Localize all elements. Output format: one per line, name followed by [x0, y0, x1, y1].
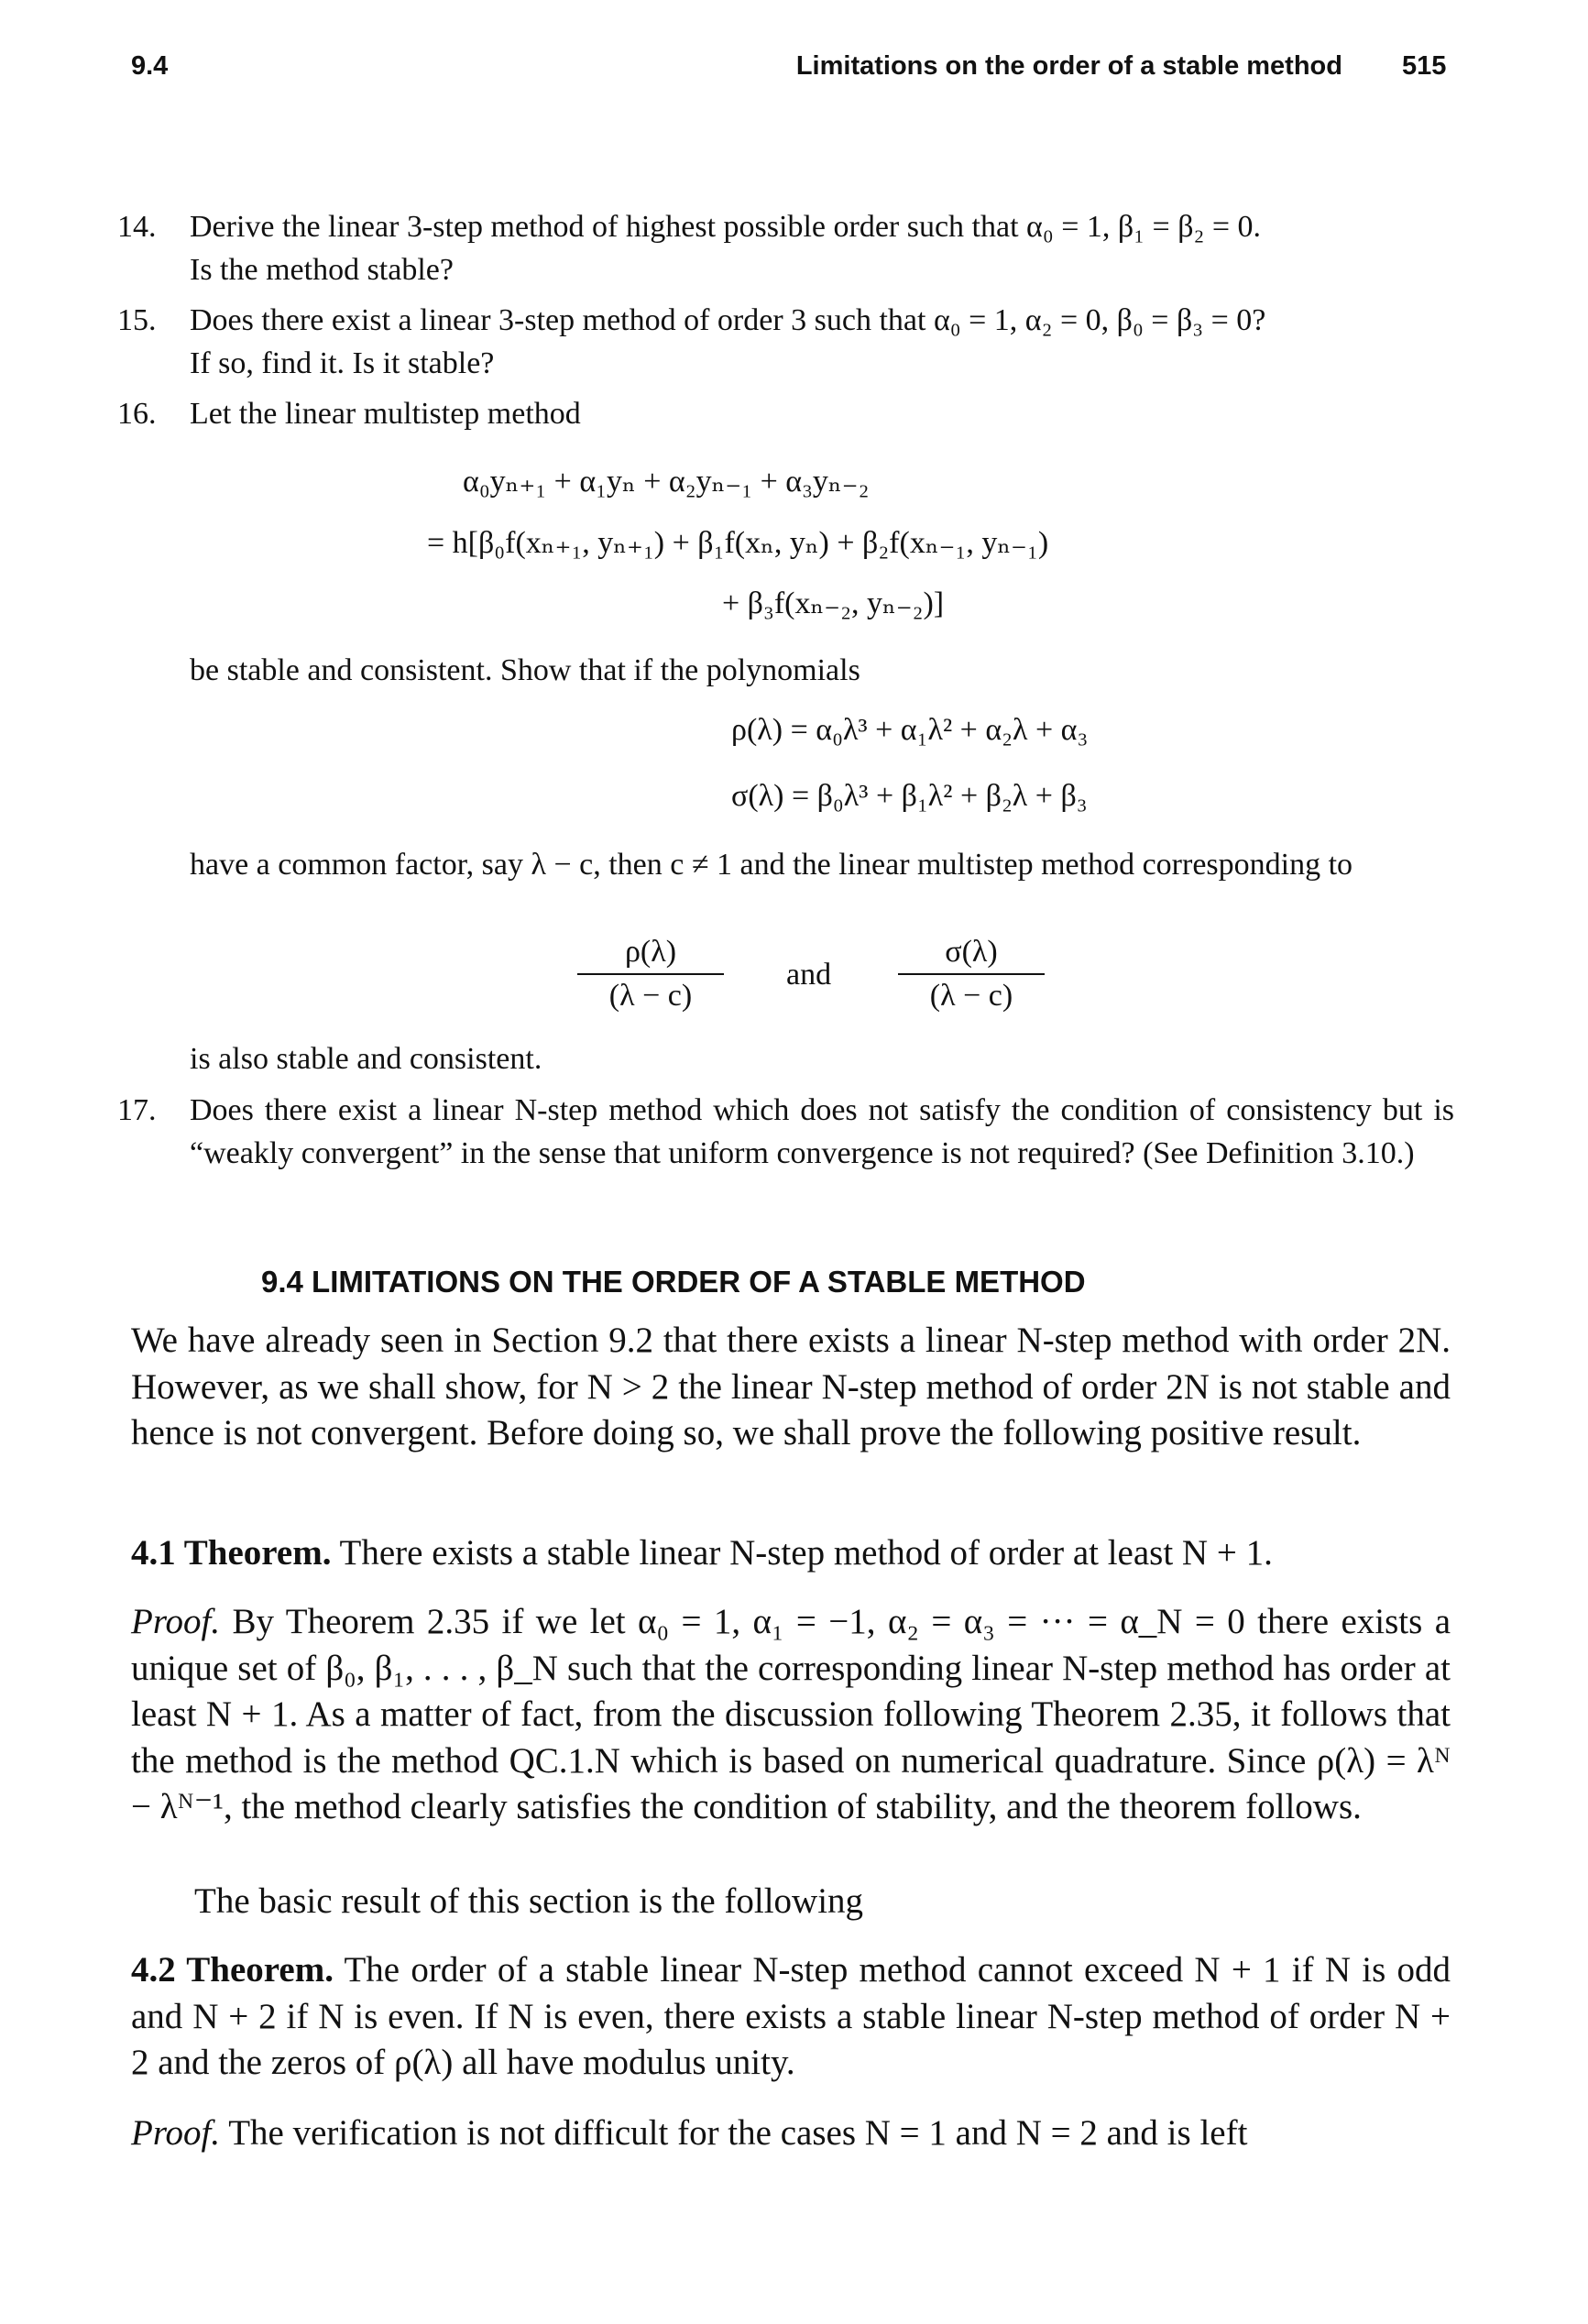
exercise-text: Is the method stable? [190, 253, 454, 287]
proof-text: The verification is not difficult for the cases N = 1 and N = 2 and is left [228, 2113, 1248, 2153]
page-number: 515 [1402, 51, 1447, 81]
section-number: 9.4 [131, 51, 169, 81]
fraction-denominator: (λ − c) [608, 979, 693, 1013]
proof-4-1 [131, 1599, 1451, 1831]
fraction-denominator: (λ − c) [929, 979, 1013, 1013]
running-title: Limitations on the order of a stable method [795, 51, 1342, 81]
section-intro: We have already seen in Section 9.2 that there exists a linear N-step method with order 2N. However, as we shall show, for N > 2 the linear N-step method of order 2N is not stable and hence is not convergent. Before doing so, we shall prove the following positive result. [131, 1321, 1451, 1452]
equation-line: α₀yₙ₊₁ + α₁yₙ + α₂yₙ₋₁ + α₃yₙ₋₂ [463, 465, 870, 499]
proof-text: By Theorem 2.35 if we let α₀ = 1, α₁ = −1, α₂ = α₃ = ··· = α_N = 0 there exists a unique set of β₀, β₁, . . . , β_N such that the corresponding linear N-step method has order at least N + 1. As a matter of fact, from the discussion following Theorem 2.35, it follows that the method is the method QC.1.N which is based on numerical quadrature. Since ρ(λ) = λᴺ − λᴺ⁻¹, the method clearly satisfies the condition of stability, and the theorem follows. [131, 1602, 1451, 1826]
fraction-numerator: σ(λ) [898, 935, 1045, 975]
exercise-number: 17. [117, 1093, 157, 1127]
rho-polynomial: ρ(λ) = α₀λ³ + α₁λ² + α₂λ + α₃ [731, 713, 1089, 747]
equation-line: = h[β₀f(xₙ₊₁, yₙ₊₁) + β₁f(xₙ, yₙ) + β₂f(xₙ₋₁, yₙ₋₁) [427, 526, 1049, 560]
exercise-text: If so, find it. Is it stable? [190, 346, 495, 380]
fraction-sigma [898, 935, 1045, 1014]
exercise-text: Derive the linear 3-step method of highest possible order such that α₀ = 1, β₁ = β₂ = 0. [190, 210, 1262, 244]
exercise-text: be stable and consistent. Show that if the polynomials [190, 653, 860, 687]
section-heading: 9.4 LIMITATIONS ON THE ORDER OF A STABLE METHOD [261, 1265, 1086, 1299]
and-word: and [786, 958, 832, 992]
proof-label: Proof. [131, 1602, 221, 1641]
exercise-text: Does there exist a linear N-step method which does not satisfy the condition of consistency but is “weakly convergent” in the sense that uniform convergence is not required? (See Definition 3.10.) [190, 1093, 1454, 1170]
equation-line: + β₃f(xₙ₋₂, yₙ₋₂)] [722, 586, 945, 620]
basic-result-text: The basic result of this section is the following [194, 1881, 864, 1921]
theorem-text: The order of a stable linear N-step method cannot exceed N + 1 if N is odd and N + 2 if N is even. If N is even, there exists a stable linear N-step method of order N + 2 and the zeros of ρ(λ) all have modulus unity. [131, 1950, 1451, 2082]
sigma-polynomial: σ(λ) = β₀λ³ + β₁λ² + β₂λ + β₃ [731, 779, 1088, 813]
exercise-text: is also stable and consistent. [190, 1042, 542, 1076]
fraction-rho [577, 935, 724, 1014]
proof-label: Proof. [131, 2113, 221, 2153]
exercise-text: have a common factor, say λ − c, then c ≠ 1 and the linear multistep method corresponding to [190, 848, 1353, 882]
theorem-label: 4.1 Theorem. [131, 1533, 332, 1573]
theorem-text: There exists a stable linear N-step method of order at least N + 1. [339, 1533, 1273, 1573]
exercise-number: 14. [117, 210, 157, 244]
proof-4-2 [131, 2110, 1451, 2157]
exercise-text: Does there exist a linear 3-step method of order 3 such that α₀ = 1, α₂ = 0, β₀ = β₃ = 0? [190, 303, 1266, 337]
exercise-intro: Let the linear multistep method [190, 397, 581, 431]
exercise-number: 15. [117, 303, 157, 337]
theorem-4-2 [131, 1947, 1451, 2087]
theorem-label: 4.2 Theorem. [131, 1950, 334, 1990]
theorem-4-1 [131, 1530, 1451, 1577]
fraction-numerator: ρ(λ) [577, 935, 724, 975]
exercise-number: 16. [117, 397, 157, 431]
